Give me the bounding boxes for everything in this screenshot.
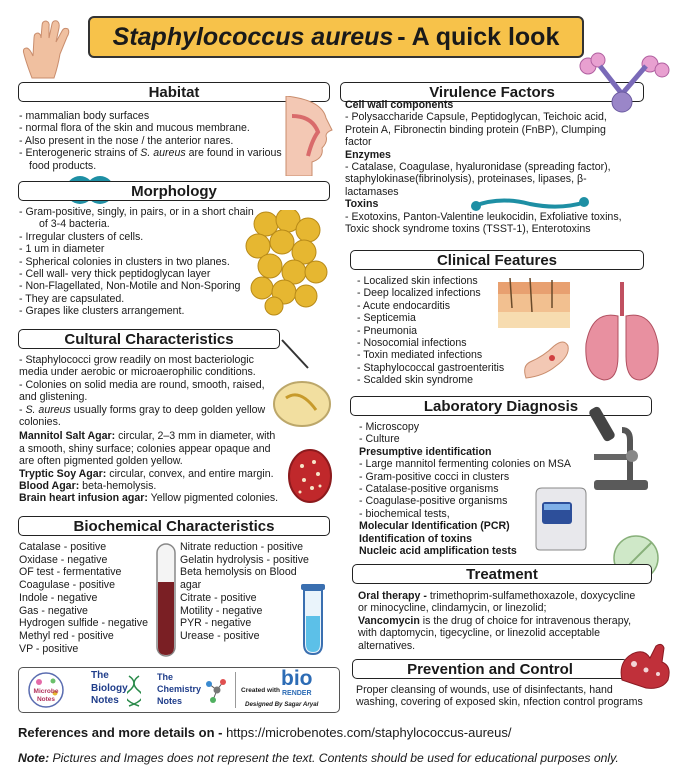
lungs-icon [580,280,664,384]
morphology-line: - Non-Flagellated, Non-Motile and Non-Sporing [19,280,241,293]
biochemical-right-list [180,541,309,643]
hand-icon [18,18,76,82]
biochemical-item: Gas - negative [19,604,88,617]
habitat-heading: Habitat [18,82,330,102]
blood-tube-icon [154,542,178,660]
morphology-line: - Grapes like clusters arrangement. [19,305,185,318]
clinical-item: - Localized skin infections [357,275,478,287]
blood-agar-plate-icon [288,448,332,504]
virulence-line: factor [345,136,372,149]
biochemical-item: Gelatin hydrolysis - positive [180,553,309,566]
clinical-item: - Staphylococcal gastroenteritis [357,361,505,374]
msa-line: a smooth, shiny surface; colonies appear opaque and [19,442,271,455]
morphology-text [19,206,254,318]
page-title [88,16,584,58]
cultural-line: media under aerobic or microaerophilic conditions. [19,366,256,379]
culture-plate-icon [272,338,334,428]
treatment-heading: Treatment [352,564,652,584]
cultural-text [19,354,278,505]
clinical-item: - Toxin mediated infections [357,349,483,362]
morphology-line: - They are capsulated. [19,292,125,305]
virulence-subheading: Enzymes [345,148,391,161]
morphology-line: - 1 um in diameter [19,243,105,256]
virulence-line: - Exotoxins, Panton-Valentine leukocidin, Exfoliative toxins, [345,210,622,223]
clinical-item: - Acute endocarditis [357,299,451,312]
references-line: References and more details on - https://microbenotes.com/staphylococcus-aureus/ [18,725,512,740]
bhi-line: Brain heart infusion agar: Yellow pigmented colonies. [19,492,279,505]
designer-credit: Designed By Sagar Aryal [245,701,319,708]
biochemical-item: Urease - positive [180,629,260,642]
lab-heading: Laboratory Diagnosis [350,396,652,416]
lab-item: - Large mannitol fermenting colonies on MSA [359,458,571,471]
biorender-logo: bio RENDER [281,667,313,697]
clinical-item: - Deep localized infections [357,287,481,300]
clinical-item: - Septicemia [357,312,416,325]
treatment-line: with daptomycin, tigecycline, or linezolid acceptable [358,627,601,640]
lab-item: - Microscopy [359,421,420,433]
virulence-line: - Catalase, Coagulase, hyaluronidase (spreading factor), [345,161,611,174]
prevention-line: Proper cleansing of wounds, use of disinfectants, hand [356,684,613,696]
clinical-text [357,275,504,387]
habitat-line: - normal flora of the skin and mucous membrane. [19,122,250,135]
cultural-heading: Cultural Characteristics [18,329,280,349]
virulence-line: staphylokinase(fibrinolysis), proteinases, lipases, β- [345,173,587,186]
lab-item: - Gram-positive cocci in clusters [359,470,510,483]
virulence-subheading: Cell wall components [345,99,454,111]
habitat-line: - Enterogeneric strains of S. aureus are found in various [19,147,282,160]
biochemical-heading: Biochemical Characteristics [18,516,330,536]
molecule-icon [203,676,227,704]
biochemical-item: Motility - negative [180,604,263,617]
test-tube-icon [296,582,330,658]
clinical-item: - Scalded skin syndrome [357,374,473,387]
morphology-line: - Spherical colonies in clusters in two planes. [19,255,230,268]
cultural-line: - Colonies on solid media are round, smooth, raised, [19,378,265,391]
references-link[interactable]: https://microbenotes.com/staphylococcus-aureus/ [226,725,512,740]
dna-icon [127,674,141,708]
biochemical-item: Citrate - positive [180,591,257,604]
svg-text:Notes: Notes [36,696,56,703]
biochemical-item: Indole - negative [19,591,98,604]
biochemical-item: Coagulase - positive [19,579,115,592]
treatment-line: Oral therapy - trimethoprim-sulfamethoxazole, doxycycline [358,590,636,602]
title-rest: - A quick look [397,22,560,51]
lab-item: - Culture [359,433,400,446]
cultural-line: and glistening. [19,391,88,404]
lab-item: Nucleic acid amplification tests [359,545,517,558]
habitat-text [19,110,282,172]
biology-notes-logo: The Biology Notes [91,670,128,706]
hand-washing-icon [616,640,674,690]
treatment-text [358,590,635,652]
biochemical-left-list [19,541,148,655]
microscope-icon [586,400,656,492]
staph-cluster-icon [244,210,330,316]
biochemical-item: Beta hemolysis on Blood [180,566,297,579]
virulence-line: Toxic shock syndrome toxins (TSST-1), Enterotoxins [345,223,591,236]
created-with-label: Created with [241,687,281,694]
morphology-line: - Gram-positive, singly, in pairs, or in a short chain [19,206,254,218]
virulence-line: lactamases [345,185,399,198]
lab-item: - Coagulase-positive organisms [359,495,508,508]
clinical-item: - Nosocomial infections [357,337,467,350]
lab-subheading: Presumptive identification [359,445,492,458]
lab-item: Identification of toxins [359,532,472,545]
prevention-heading: Prevention and Control [352,659,628,679]
treatment-line: alternatives. [358,639,416,652]
virulence-subheading: Toxins [345,198,379,211]
virulence-line: Protein A, Fibronectin binding protein (FnBP), Clumping [345,123,606,136]
disclaimer-note: Note: Pictures and Images does not represent the text. Contents should be used for educational purposes only. [18,751,619,765]
virulence-heading: Virulence Factors [340,82,644,102]
morphology-line: - Cell wall- very thick peptidoglycan layer [19,268,211,281]
microbe-notes-logo [27,671,65,709]
prevention-text [356,684,643,709]
biochemical-item: Oxidase - negative [19,553,108,566]
pcr-machine-icon [530,486,590,552]
biochemical-item: Nitrate reduction - positive [180,541,304,553]
clinical-heading: Clinical Features [350,250,644,270]
biochemical-item: agar [180,579,202,592]
lab-item: - biochemical tests, [359,507,450,520]
cultural-line: colonies. [19,416,61,429]
biochemical-item: OF test - fermentative [19,566,122,579]
biochemical-item: Hydrogen sulfide - negative [19,617,148,630]
lab-item: Molecular Identification (PCR) [359,520,510,533]
clinical-item: - Pneumonia [357,324,418,337]
habitat-line: - mammalian body surfaces [19,110,150,122]
habitat-line: - Also present in the nose / the anterior nares. [19,134,234,147]
title-italic: Staphylococcus aureus [112,22,394,51]
habitat-line: food products. [29,159,97,172]
svg-text:Microbe: Microbe [33,688,59,695]
cultural-line: - Staphylococci grow readily on most bacteriologic [19,354,254,366]
virulence-line: - Polysaccharide Capsule, Peptidoglycan, Teichoic acid, [345,111,607,124]
treatment-line: Vancomycin is the drug of choice for intravenous therapy, [358,614,632,627]
morphology-line: of 3-4 bacteria. [39,218,110,231]
lab-item: - Catalase-positive organisms [359,483,499,496]
nose-anatomy-icon [282,96,334,176]
skin-layers-icon [496,278,572,330]
msa-line: are often pigmented golden yellow. [19,455,183,468]
toxin-molecule-icon [470,194,590,216]
treatment-line: or minocycline, clindamycin, or linezolid; [358,602,547,615]
credits-box [18,667,340,713]
msa-line: Mannitol Salt Agar: circular, 2–3 mm in diameter, with [19,430,276,443]
biochemical-item: PYR - negative [180,617,252,630]
biochemical-item: Catalase - positive [19,541,107,553]
biochemical-item: VP - positive [19,642,79,655]
prevention-line: washing, covering of exposed skin, nfection control programs [356,696,643,709]
ba-line: Blood Agar: beta-hemolysis. [19,480,157,493]
morphology-heading: Morphology [18,181,330,201]
morphology-line: - Irregular clusters of cells. [19,230,144,243]
cultural-line: - S. aureus usually forms gray to deep golden yellow [19,403,266,416]
foot-infection-icon [520,336,572,382]
chemistry-notes-logo: The Chemistry Notes [157,672,202,706]
biochemical-item: Methyl red - positive [19,629,114,642]
tsa-line: Tryptic Soy Agar: circular, convex, and entire margin. [19,467,274,480]
